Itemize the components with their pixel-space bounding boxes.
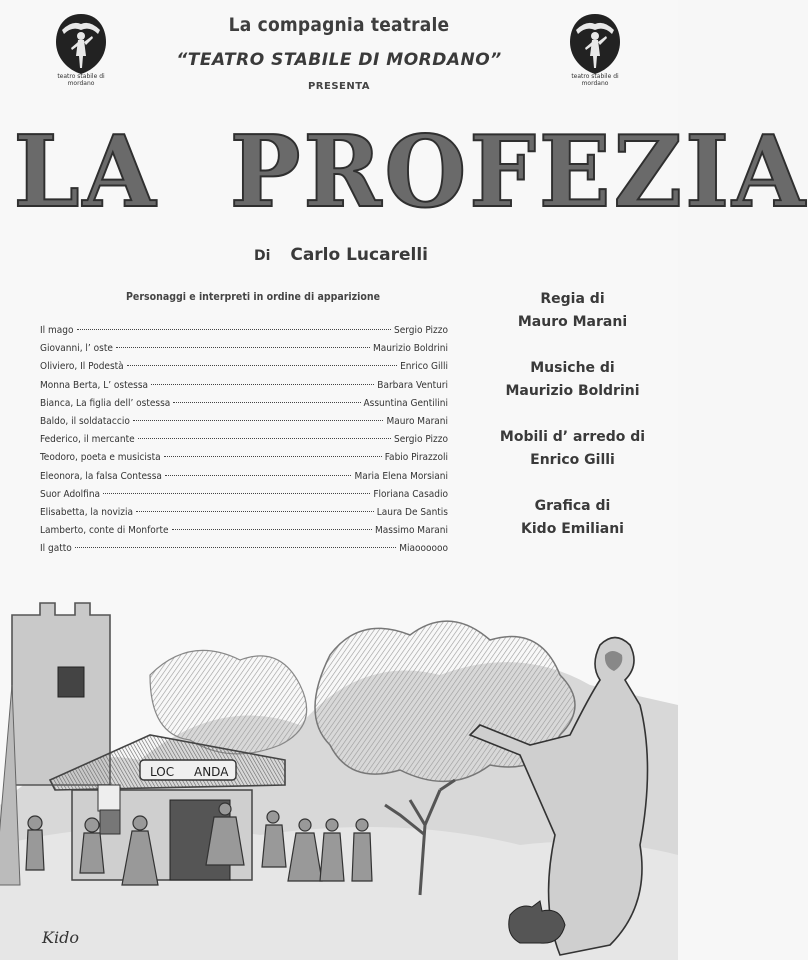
presents-line: PRESENTA [307, 81, 371, 92]
leader-dots [172, 529, 373, 530]
artist-signature: Kido [42, 928, 79, 947]
leader-dots [127, 365, 397, 366]
cast-role: Baldo, il soldataccio [40, 415, 130, 427]
cast-role: Teodoro, poeta e musicista [40, 452, 161, 464]
credit-label: Grafica di [534, 498, 611, 514]
leader-dots [133, 420, 384, 421]
cast-actor: Fabio Pirazzoli [384, 452, 448, 464]
credit-direction [480, 288, 665, 334]
cast-actor: Barbara Venturi [377, 379, 448, 391]
pencil-illustration [0, 585, 678, 960]
cast-role: Lamberto, conte di Monforte [40, 525, 169, 537]
cast-actor: Assuntina Gentilini [363, 397, 448, 409]
credit-name: Kido Emiliani [521, 521, 624, 537]
cast-row [40, 325, 448, 343]
cast-role: Il mago [40, 325, 74, 336]
leader-dots [136, 511, 374, 512]
credit-label: Mobili d’ arredo di [499, 429, 646, 445]
credit-label: Musiche di [530, 360, 615, 376]
cast-row [40, 343, 448, 361]
cast-actor: Massimo Marani [375, 525, 448, 537]
cast-row [40, 380, 448, 398]
inn-sign-left: LOC [150, 765, 175, 779]
cast-role: Monna Berta, L’ ostessa [40, 379, 149, 391]
cast-row [40, 452, 448, 470]
play-title: LA PROFEZIA [13, 115, 808, 230]
theatre-name: “TEATRO STABILE DI MORDANO” [176, 50, 502, 70]
company-line: La compagnia teatrale [228, 14, 450, 36]
credit-graphics [480, 495, 665, 541]
leader-dots [164, 456, 382, 457]
leader-dots [173, 402, 360, 403]
cast-role: Eleonora, la falsa Contessa [40, 470, 162, 482]
cast-row [40, 361, 448, 379]
cast-role: Giovanni, l’ oste [40, 343, 113, 355]
cast-list [40, 325, 448, 561]
cast-actor: Floriana Casadio [373, 488, 448, 500]
cast-row [40, 489, 448, 507]
cast-role: Elisabetta, la novizia [40, 506, 134, 518]
cast-role: Bianca, La figlia dell’ ostessa [40, 397, 171, 409]
cast-actor: Sergio Pizzo [394, 325, 448, 336]
author-line [254, 245, 428, 265]
cast-actor: Maria Elena Morsiani [354, 470, 448, 482]
credit-name: Mauro Marani [517, 314, 628, 330]
cast-row [40, 525, 448, 543]
cast-row [40, 416, 448, 434]
cast-heading: Personaggi e interpreti in ordine di apparizione [126, 291, 380, 303]
cast-row [40, 507, 448, 525]
cast-row [40, 543, 448, 561]
cast-actor: Laura De Santis [376, 506, 448, 518]
credit-music [480, 357, 665, 403]
village-scene-illustration [0, 585, 678, 960]
credit-furniture [480, 426, 665, 472]
cast-row [40, 434, 448, 452]
credit-name: Maurizio Boldrini [505, 383, 640, 399]
logo-caption: teatro stabile di mordano [571, 73, 619, 87]
leader-dots [165, 475, 352, 476]
cast-actor: Miaoooooo [399, 543, 448, 555]
leader-dots [138, 438, 391, 439]
cast-actor: Mauro Marani [386, 415, 448, 427]
cast-row [40, 471, 448, 489]
inn-sign-right: ANDA [194, 765, 229, 779]
credit-label: Regia di [540, 291, 605, 307]
leader-dots [116, 347, 370, 348]
cast-actor: Sergio Pizzo [394, 434, 448, 446]
leader-dots [103, 493, 370, 494]
author-name: Carlo Lucarelli [290, 245, 428, 265]
cast-role: Suor Adolfina [40, 488, 101, 500]
author-prefix: Di [254, 248, 271, 264]
cast-role: Il gatto [40, 543, 72, 555]
leader-dots [75, 547, 396, 548]
credits-column [480, 288, 665, 564]
cast-actor: Enrico Gilli [400, 361, 448, 373]
cast-role: Oliviero, Il Podestà [40, 361, 124, 373]
cast-actor: Maurizio Boldrini [372, 343, 448, 355]
cast-row [40, 398, 448, 416]
cast-role: Federico, il mercante [40, 434, 135, 446]
leader-dots [151, 384, 374, 385]
logo-caption: teatro stabile di mordano [57, 73, 105, 87]
leader-dots [77, 329, 391, 330]
credit-name: Enrico Gilli [530, 452, 615, 468]
